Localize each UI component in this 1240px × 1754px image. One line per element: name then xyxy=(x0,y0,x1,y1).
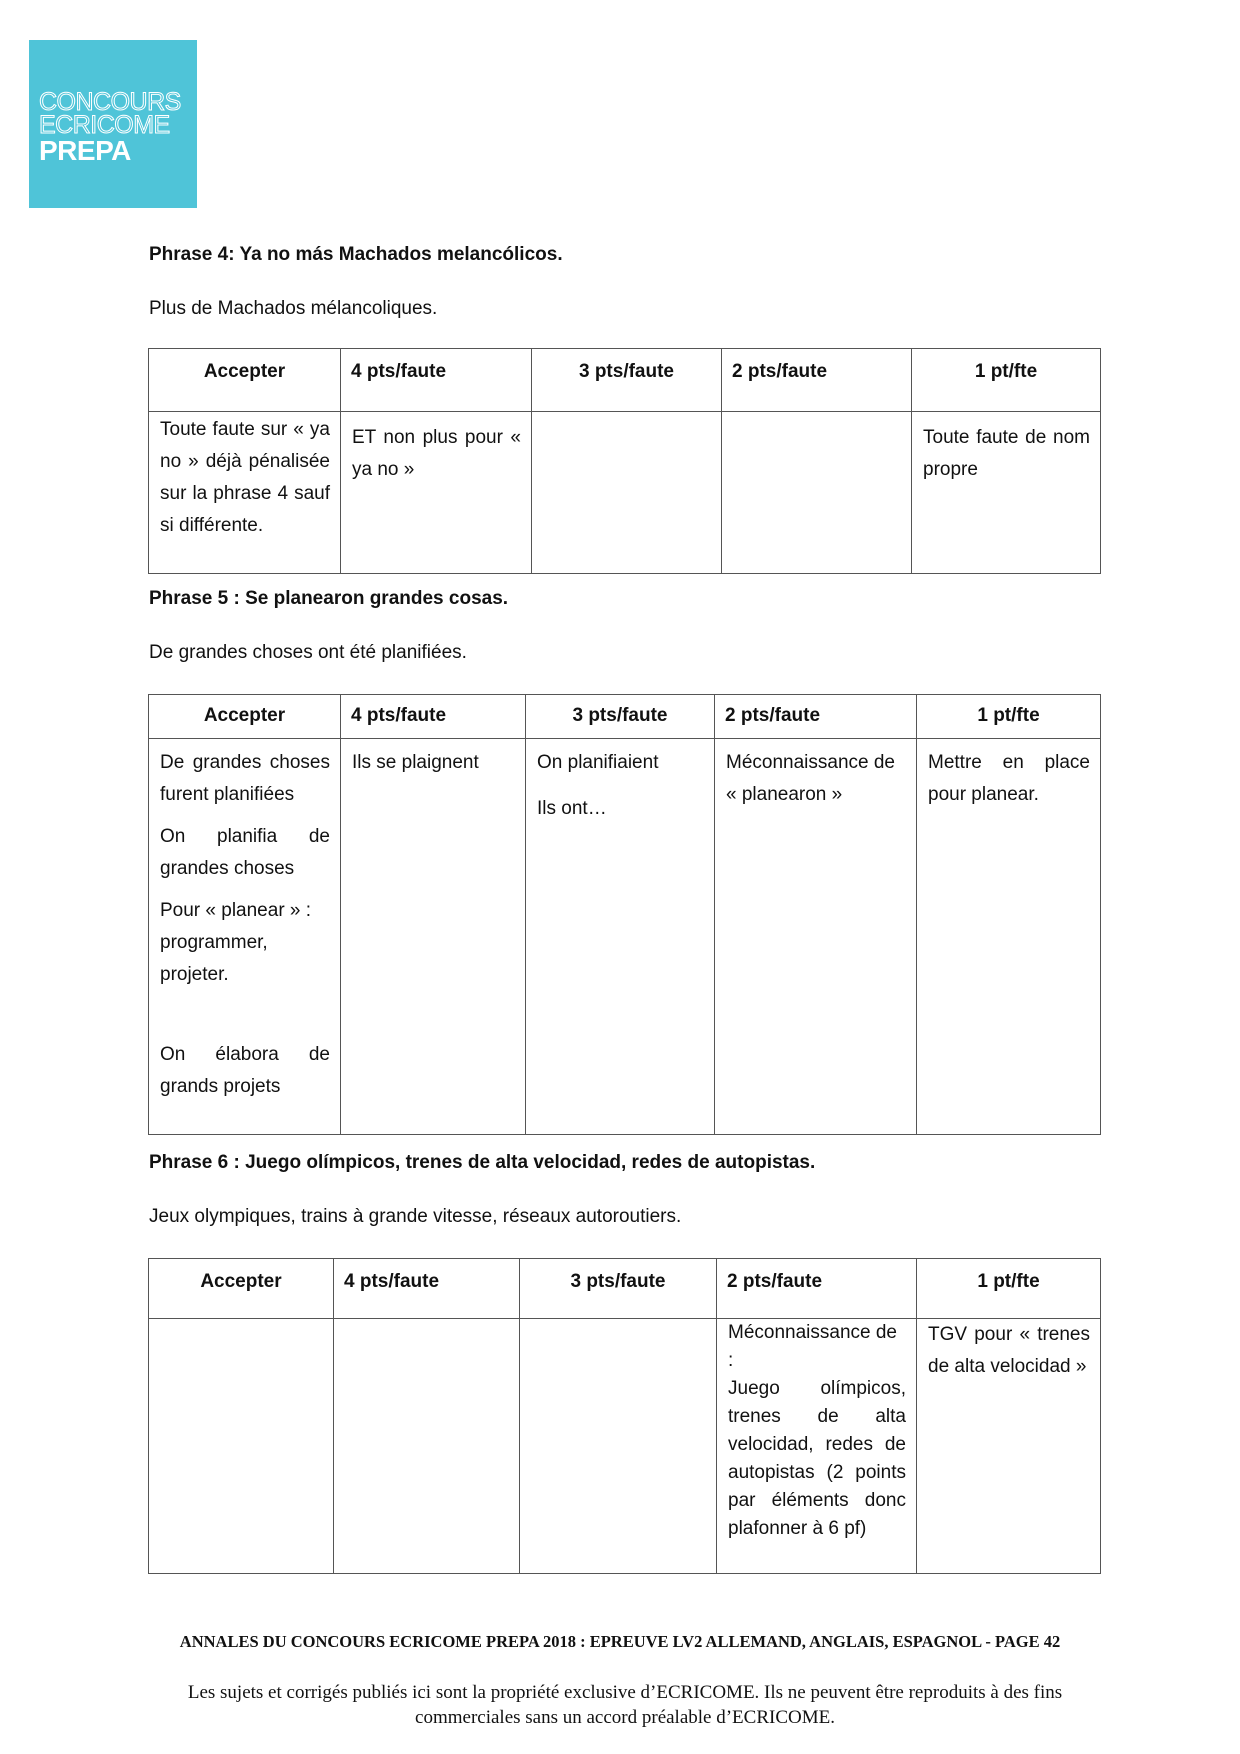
logo-line-1: CONCOURS xyxy=(39,88,181,116)
concours-ecricome-prepa-logo xyxy=(29,40,197,208)
cell-2-pts xyxy=(722,412,912,574)
logo-line-2: ECRICOME xyxy=(39,111,170,139)
cell-1-pt xyxy=(917,1319,1101,1574)
header-3-pts: 3 pts/faute xyxy=(532,349,722,412)
cell-4-pts xyxy=(341,412,532,574)
header-4-pts: 4 pts/faute xyxy=(334,1259,520,1319)
cell-1-pt xyxy=(912,412,1101,574)
header-1-pt: 1 pt/fte xyxy=(912,349,1101,412)
phrase-4-grading-table xyxy=(148,348,1101,574)
cell-accepter xyxy=(149,412,341,574)
phrase-6-grading-table xyxy=(148,1258,1101,1574)
cell-text: Pour « planear » : programmer, projeter. xyxy=(160,900,312,985)
cell-4-pts xyxy=(341,739,526,1135)
cell-text: Mettre en place pour planear. xyxy=(928,752,1090,805)
cell-text: On planifia de grandes choses xyxy=(160,826,330,879)
header-accepter: Accepter xyxy=(149,1259,334,1319)
header-4-pts: 4 pts/faute xyxy=(341,349,532,412)
cell-text: Juego olímpicos, trenes de alta velocidad, redes de autopistas (2 points par éléments donc plafonner à 6 pf) xyxy=(728,1378,906,1539)
phrase-6-translation: Jeux olympiques, trains à grande vitesse, réseaux autoroutiers. xyxy=(149,1206,682,1227)
table-row xyxy=(149,412,1101,574)
cell-text: Toute faute de nom propre xyxy=(923,427,1090,480)
cell-3-pts xyxy=(532,412,722,574)
table-header-row xyxy=(149,1259,1101,1319)
phrase-4-heading: Phrase 4: Ya no más Machados melancólicos. xyxy=(149,244,563,265)
logo-line-3: PREPA xyxy=(39,135,131,166)
phrase-4-translation: Plus de Machados mélancoliques. xyxy=(149,298,438,319)
header-3-pts: 3 pts/faute xyxy=(526,695,715,739)
phrase-6-heading: Phrase 6 : Juego olímpicos, trenes de alta velocidad, redes de autopistas. xyxy=(149,1152,816,1173)
cell-text: Ils ont… xyxy=(537,798,607,819)
cell-3-pts xyxy=(526,739,715,1135)
cell-text: On élabora de grands projets xyxy=(160,1044,330,1097)
cell-2-pts xyxy=(715,739,917,1135)
table-row xyxy=(149,1319,1101,1574)
header-3-pts: 3 pts/faute xyxy=(520,1259,717,1319)
cell-text: TGV pour « trenes de alta velocidad » xyxy=(928,1324,1090,1377)
phrase-5-translation: De grandes choses ont été planifiées. xyxy=(149,642,467,663)
cell-text: Méconnaissance de : xyxy=(728,1322,897,1371)
header-4-pts: 4 pts/faute xyxy=(341,695,526,739)
header-accepter: Accepter xyxy=(149,349,341,412)
cell-accepter xyxy=(149,1319,334,1574)
cell-1-pt xyxy=(917,739,1101,1135)
header-accepter: Accepter xyxy=(149,695,341,739)
footer-notice: Les sujets et corrigés publiés ici sont la propriété exclusive d’ECRICOME. Ils ne peuvent être reproduits à des fins commerciales sans un accord préalable d’ECRICOME. xyxy=(187,1682,1063,1728)
cell-text: Ils se plaignent xyxy=(352,752,479,773)
phrase-5-grading-table xyxy=(148,694,1101,1135)
table-header-row xyxy=(149,695,1101,739)
table-header-row xyxy=(149,349,1101,412)
cell-4-pts xyxy=(334,1319,520,1574)
cell-text: Toute faute sur « ya no » déjà pénalisée sur la phrase 4 sauf si différente. xyxy=(160,419,330,536)
header-2-pts: 2 pts/faute xyxy=(717,1259,917,1319)
phrase-5-heading: Phrase 5 : Se planearon grandes cosas. xyxy=(149,588,509,609)
cell-accepter xyxy=(149,739,341,1135)
cell-text: ET non plus pour « ya no » xyxy=(352,427,521,480)
cell-text: Méconnaissance de « planearon » xyxy=(726,752,895,805)
header-2-pts: 2 pts/faute xyxy=(715,695,917,739)
cell-3-pts xyxy=(520,1319,717,1574)
cell-2-pts xyxy=(717,1319,917,1574)
header-1-pt: 1 pt/fte xyxy=(917,695,1101,739)
header-1-pt: 1 pt/fte xyxy=(917,1259,1101,1319)
cell-text: On planifiaient xyxy=(537,752,659,773)
table-row xyxy=(149,739,1101,1135)
cell-text: De grandes choses furent planifiées xyxy=(160,752,330,805)
footer-title: ANNALES DU CONCOURS ECRICOME PREPA 2018 : EPREUVE LV2 ALLEMAND, ANGLAIS, ESPAGNOL - PAGE 42 xyxy=(179,1632,1061,1651)
header-2-pts: 2 pts/faute xyxy=(722,349,912,412)
